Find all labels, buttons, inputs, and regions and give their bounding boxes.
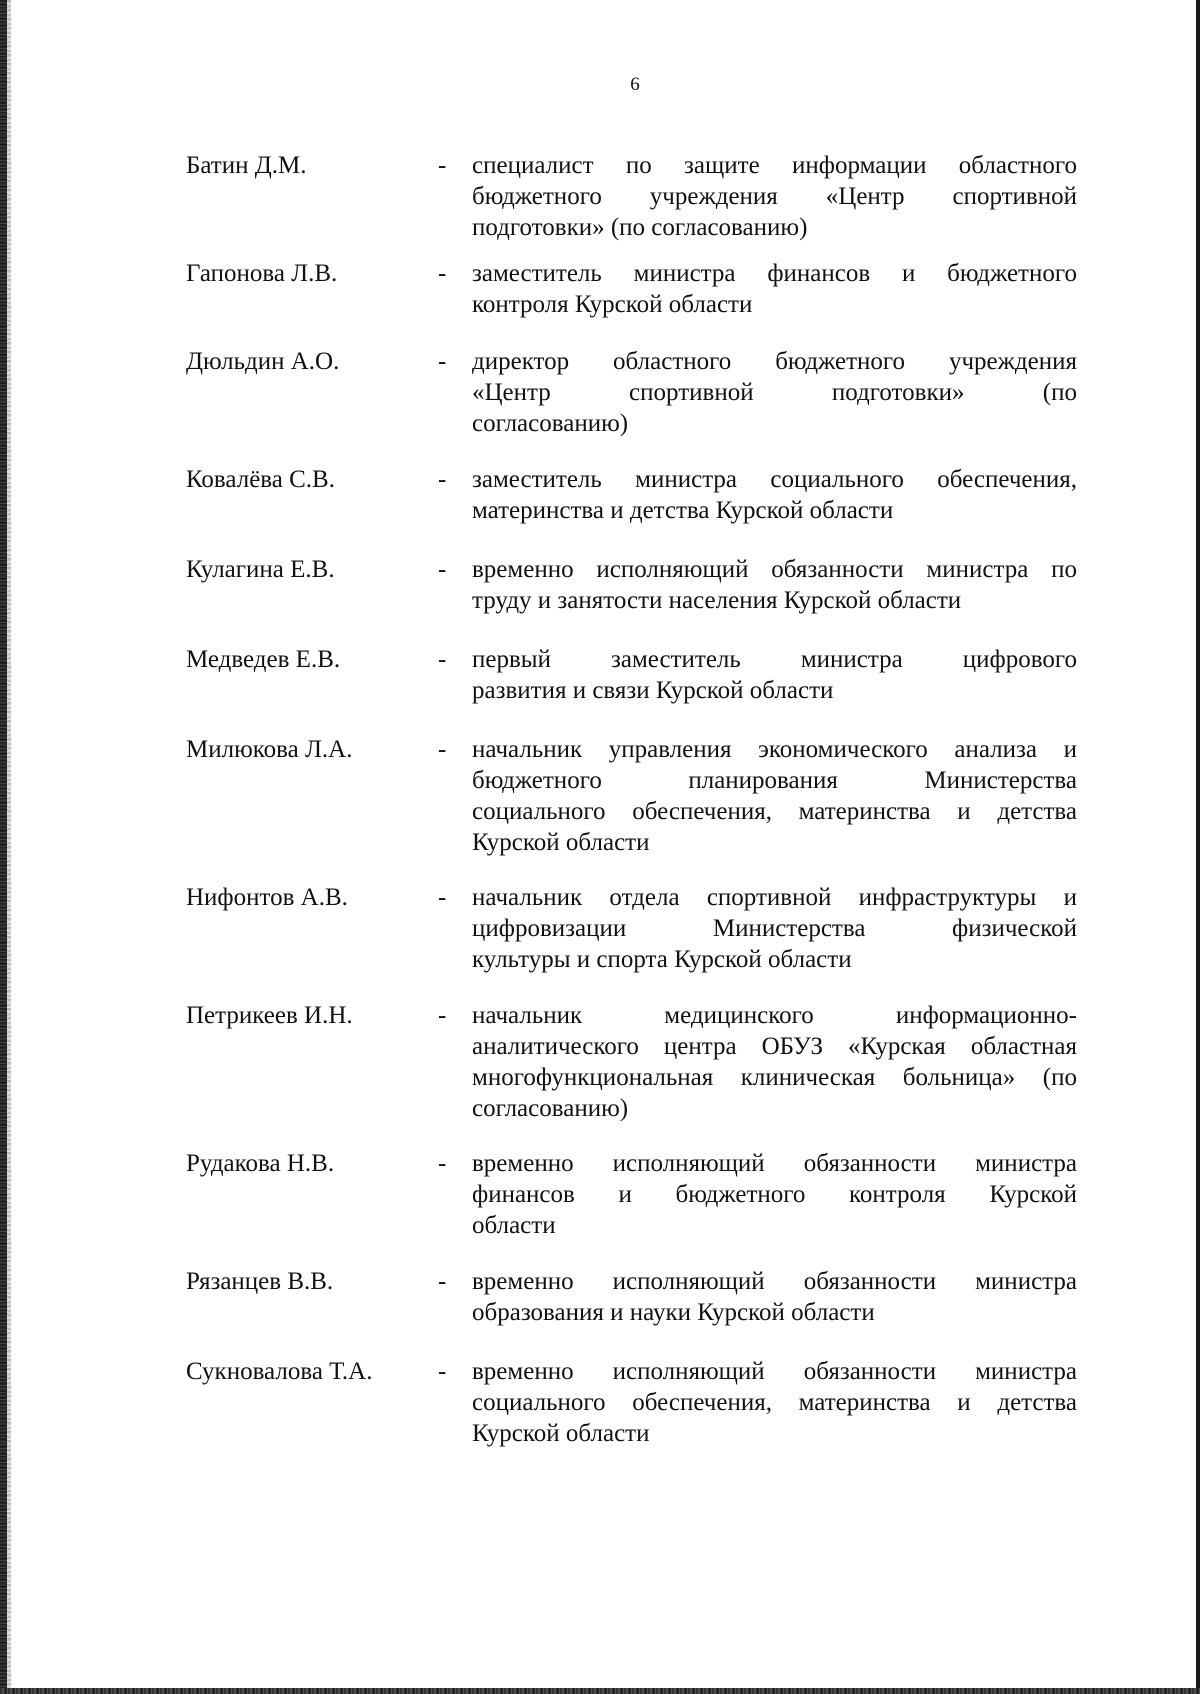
separator-dash: - <box>438 1002 447 1029</box>
position-line: цифровизации Министерства физической <box>472 915 1077 942</box>
position-line: контроля Курской области <box>472 291 753 318</box>
separator-dash: - <box>438 736 447 763</box>
list-item <box>186 644 1077 706</box>
member-position <box>472 150 1077 243</box>
member-position <box>472 734 1077 858</box>
scan-edge-right <box>1196 0 1200 1694</box>
position-line: финансов и бюджетного контроля Курской <box>472 1181 1077 1208</box>
list-item <box>186 1356 1077 1449</box>
member-position <box>472 554 1077 616</box>
position-line: начальник медицинского информационно- <box>472 1002 1077 1029</box>
position-line: подготовки» (по согласованию) <box>472 214 808 241</box>
separator-dash: - <box>438 152 447 179</box>
position-line: первый заместитель министра цифрового <box>472 646 1077 673</box>
position-line: Курской области <box>472 829 650 856</box>
position-line: временно исполняющий обязанности министра <box>472 1150 1077 1177</box>
list-item <box>186 1148 1077 1241</box>
position-line: Курской области <box>472 1420 650 1447</box>
position-line: материнства и детства Курской области <box>472 497 894 524</box>
position-line: труду и занятости населения Курской области <box>472 587 962 614</box>
position-line: временно исполняющий обязанности министра <box>472 1358 1077 1385</box>
position-line: социального обеспечения, материнства и детства <box>472 798 1077 825</box>
list-item <box>186 882 1077 975</box>
position-line: временно исполняющий обязанности министра <box>472 1268 1077 1295</box>
position-line: бюджетного планирования Министерства <box>472 767 1077 794</box>
member-name: Рязанцев В.В. <box>186 1268 334 1295</box>
page-number: 6 <box>630 74 640 95</box>
list-item <box>186 464 1077 526</box>
separator-dash: - <box>438 1150 447 1177</box>
list-item <box>186 554 1077 616</box>
member-name: Петрикеев И.Н. <box>186 1002 353 1029</box>
member-name: Кулагина Е.В. <box>186 556 335 583</box>
member-position <box>472 882 1077 975</box>
scan-edge-left <box>0 0 7 1694</box>
position-line: образования и науки Курской области <box>472 1299 875 1326</box>
member-position <box>472 1148 1077 1241</box>
list-item <box>186 1000 1077 1124</box>
separator-dash: - <box>438 348 447 375</box>
member-position <box>472 258 1077 320</box>
separator-dash: - <box>438 466 447 493</box>
separator-dash: - <box>438 1268 447 1295</box>
member-position <box>472 1000 1077 1124</box>
position-line: согласованию) <box>472 1095 629 1122</box>
position-line: заместитель министра финансов и бюджетного <box>472 260 1077 287</box>
member-position <box>472 1356 1077 1449</box>
position-line: культуры и спорта Курской области <box>472 946 852 973</box>
position-line: социального обеспечения, материнства и детства <box>472 1389 1077 1416</box>
list-item <box>186 734 1077 858</box>
separator-dash: - <box>438 260 447 287</box>
position-line: начальник отдела спортивной инфраструктуры и <box>472 884 1077 911</box>
position-line: области <box>472 1212 556 1239</box>
scan-edge-bottom <box>0 1688 1200 1694</box>
position-line: бюджетного учреждения «Центр спортивной <box>472 183 1077 210</box>
scan-edge-left-shadow <box>7 0 11 1694</box>
member-position <box>472 346 1077 439</box>
member-name: Дюльдин А.О. <box>186 348 340 375</box>
position-line: временно исполняющий обязанности министра по <box>472 556 1077 583</box>
separator-dash: - <box>438 556 447 583</box>
separator-dash: - <box>438 1358 447 1385</box>
position-line: специалист по защите информации областного <box>472 152 1077 179</box>
member-name: Медведев Е.В. <box>186 646 341 673</box>
member-position <box>472 644 1077 706</box>
position-line: начальник управления экономического анализа и <box>472 736 1077 763</box>
position-line: многофункциональная клиническая больница» (по <box>472 1064 1077 1091</box>
position-line: директор областного бюджетного учреждения <box>472 348 1077 375</box>
separator-dash: - <box>438 646 447 673</box>
member-name: Рудакова Н.В. <box>186 1150 335 1177</box>
position-line: заместитель министра социального обеспечения, <box>472 466 1077 493</box>
list-item <box>186 346 1077 439</box>
position-line: согласованию) <box>472 410 629 437</box>
position-line: аналитического центра ОБУЗ «Курская областная <box>472 1033 1077 1060</box>
position-line: развития и связи Курской области <box>472 677 834 704</box>
member-name: Милюкова Л.А. <box>186 736 353 763</box>
member-name: Гапонова Л.В. <box>186 260 338 287</box>
list-item <box>186 258 1077 320</box>
member-name: Батин Д.М. <box>186 152 307 179</box>
member-name: Ковалёва С.В. <box>186 466 335 493</box>
list-item <box>186 1266 1077 1328</box>
member-position <box>472 1266 1077 1328</box>
position-line: «Центр спортивной подготовки» (по <box>472 379 1077 406</box>
member-position <box>472 464 1077 526</box>
member-name: Нифонтов А.В. <box>186 884 348 911</box>
separator-dash: - <box>438 884 447 911</box>
list-item <box>186 150 1077 243</box>
member-name: Сукновалова Т.А. <box>186 1358 373 1385</box>
